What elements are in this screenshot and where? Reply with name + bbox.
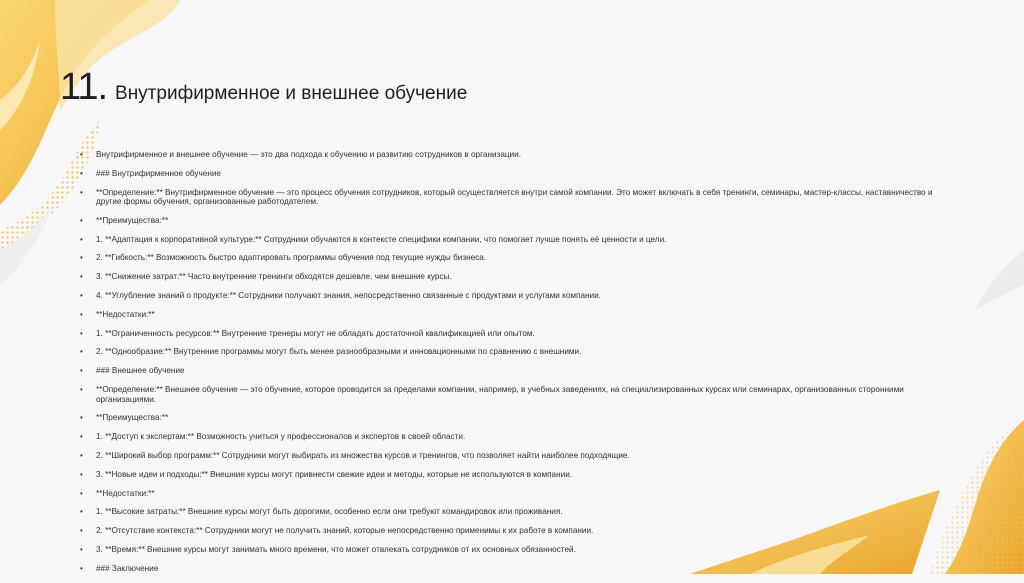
bullet-item: • ### Внешнее обучение	[80, 366, 940, 376]
bullet-item: • **Недостатки:**	[80, 310, 940, 320]
bullet-item: • 2. **Однообразие:** Внутренние программы могут быть менее разнообразными и инновационными по сравнению с внешними.	[80, 347, 940, 357]
bullet-item: • 2. **Широкий выбор программ:** Сотрудники могут выбирать из множества курсов и тренингов, что позволяет найти наиболее подходящие.	[80, 451, 940, 461]
bullet-item: • ### Внутрифирменное обучение	[80, 169, 940, 179]
bullet-item: • 3. **Время:** Внешние курсы могут занимать много времени, что может отвлекать сотрудников от их основных обязанностей.	[80, 545, 940, 555]
bullet-item: • 4. **Углубление знаний о продукте:** Сотрудники получают знания, непосредственно связанные с продуктами и услугами компании.	[80, 291, 940, 301]
bullet-item: • 2. **Отсутствие контекста:** Сотрудники могут не получить знаний, которые непосредственно применимы к их работе в компании.	[80, 526, 940, 536]
bullet-item: • 1. **Ограниченность ресурсов:** Внутренние тренеры могут не обладать достаточной квалификацией или опытом.	[80, 329, 940, 339]
bullet-item: • 3. **Снижение затрат:** Часто внутренние тренинги обходятся дешевле, чем внешние курсы.	[80, 272, 940, 282]
bullet-item: • 1. **Адаптация к корпоративной культуре:** Сотрудники обучаются в контексте специфики компании, что помогает лучше понять её ценности и цели.	[80, 235, 940, 245]
bullet-item: • Внутрифирменное и внешнее обучение — это два подхода к обучению и развитию сотрудников в организации.	[80, 150, 940, 160]
bullet-item: • 3. **Новые идеи и подходы:** Внешние курсы могут привнести свежие идеи и методы, которые не используются в компании.	[80, 470, 940, 480]
slide-number: 11.	[60, 66, 108, 108]
bullet-list	[80, 150, 940, 583]
bullet-item: • 2. **Гибкость:** Возможность быстро адаптировать программы обучения под текущие нужды бизнеса.	[80, 253, 940, 263]
slide-title	[60, 66, 467, 109]
bullet-item: • 1. **Высокие затраты:** Внешние курсы могут быть дорогими, особенно если они требуют командировок или проживания.	[80, 507, 940, 517]
bullet-item: • **Определение:** Внутрифирменное обучение — это процесс обучения сотрудников, который осуществляется внутри самой компании. Это может включать в себя тренинги, семинары, мастер-классы, наставничество и другие формы обучения, организованные работодателем.	[80, 188, 940, 207]
bullet-item: • ### Заключение	[80, 564, 940, 574]
bullet-item: • **Определение:** Внешнее обучение — это обучение, которое проводится за пределами компании, например, в учебных заведениях, на специализированных курсах или семинарах, организованных сторонними организациями.	[80, 385, 940, 404]
slide-heading: Внутрифирменное и внешнее обучение	[115, 83, 468, 104]
bullet-item: • **Недостатки:**	[80, 489, 940, 499]
bullet-item: • **Преимущества:**	[80, 413, 940, 423]
bullet-item: • 1. **Доступ к экспертам:** Возможность учиться у профессионалов и экспертов в своей области.	[80, 432, 940, 442]
bullet-item: • **Преимущества:**	[80, 216, 940, 226]
